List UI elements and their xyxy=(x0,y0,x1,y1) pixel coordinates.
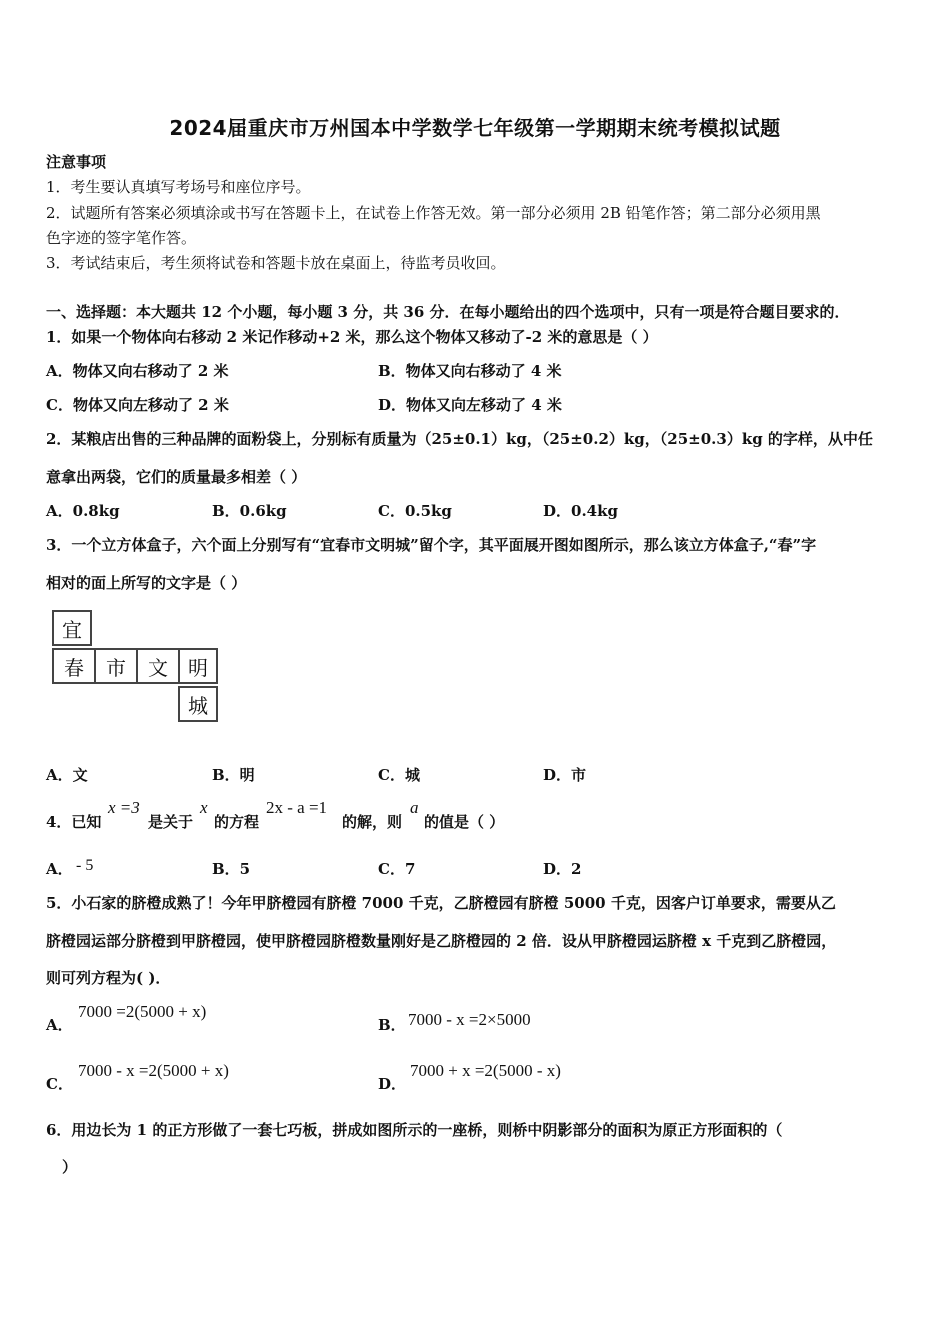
question-4-text: 是关于 xyxy=(148,813,194,831)
question-2-option-c: C．0.5kg xyxy=(378,502,452,520)
question-3-option-a: A．文 xyxy=(46,766,88,784)
question-4-option-b: B．5 xyxy=(212,860,251,878)
question-4-text: 的解，则 xyxy=(342,813,403,831)
question-4-math-x: x xyxy=(200,798,208,817)
question-5-stem-line3: 则可列方程为( )． xyxy=(46,969,171,987)
question-5-stem-line2: 脐橙园运部分脐橙到甲脐橙园，使甲脐橙园脐橙数量刚好是乙脐橙园的 2 倍．设从甲脐橙园运脐橙 x 千克到乙脐橙园， xyxy=(46,932,837,950)
question-2-stem-line2: 意拿出两袋，它们的质量最多相差（ ） xyxy=(46,468,307,486)
question-4-text: 4．已知 xyxy=(46,813,102,831)
net-face-cheng: 城 xyxy=(178,686,218,722)
question-2-stem-line1: 2．某粮店出售的三种品牌的面粉袋上，分别标有质量为（25±0.1）kg，（25±0.2）kg，（25±0.3）kg 的字样，从中任 xyxy=(46,430,873,448)
question-2-option-a: A．0.8kg xyxy=(46,502,120,520)
question-4-option-d: D．2 xyxy=(543,860,582,878)
question-1-option-c: C．物体又向左移动了 2 米 xyxy=(46,396,229,414)
question-4-text: 的值是（ ） xyxy=(424,813,505,831)
question-5-option-b-label: B． xyxy=(378,1016,406,1034)
net-face-chun: 春 xyxy=(52,648,96,684)
question-3-option-c: C．城 xyxy=(378,766,420,784)
question-4-text: 的方程 xyxy=(214,813,260,831)
question-3-stem-line1: 3．一个立方体盒子，六个面上分别写有“宜春市文明城”留个字，其平面展开图如图所示，那么该立方体盒子,“春”字 xyxy=(46,536,817,554)
question-4-option-a-label: A． xyxy=(46,860,73,878)
question-3-option-b: B．明 xyxy=(212,766,255,784)
net-face-ming: 明 xyxy=(178,648,218,684)
question-1-stem: 1．如果一个物体向右移动 2 米记作移动+2 米，那么这个物体又移动了-2 米的意思是（ ） xyxy=(46,328,658,346)
question-5-option-a-label: A． xyxy=(46,1016,73,1034)
question-6-stem-line1: 6．用边长为 1 的正方形做了一套七巧板，拼成如图所示的一座桥，则桥中阴影部分的面积为原正方形面积的（ xyxy=(46,1121,783,1139)
notice-heading: 注意事项 xyxy=(46,153,107,171)
notice-item: 3．考试结束后，考生须将试卷和答题卡放在桌面上，待监考员收回。 xyxy=(46,254,506,272)
question-5-option-c-equation: 7000 - x =2(5000 + x) xyxy=(78,1061,229,1080)
cube-net-figure xyxy=(50,610,220,730)
notice-item: 2．试题所有答案必须填涂或书写在答题卡上，在试卷上作答无效。第一部分必须用 2B 铅笔作答；第二部分必须用黑 xyxy=(46,204,821,222)
question-3-stem-line2: 相对的面上所写的文字是（ ） xyxy=(46,574,247,592)
question-5-option-d-equation: 7000 + x =2(5000 - x) xyxy=(410,1061,561,1080)
question-4-option-c: C．7 xyxy=(378,860,416,878)
question-3-option-d: D．市 xyxy=(543,766,587,784)
question-5-stem-line1: 5．小石家的脐橙成熟了！今年甲脐橙园有脐橙 7000 千克，乙脐橙园有脐橙 5000 千克，因客户订单要求，需要从乙 xyxy=(46,894,836,912)
section-heading: 一、选择题：本大题共 12 个小题，每小题 3 分，共 36 分．在每小题给出的四个选项中，只有一项是符合题目要求的． xyxy=(46,303,850,321)
question-4-math-equation: 2x - a =1 xyxy=(266,798,328,817)
page-title: 2024届重庆市万州国本中学数学七年级第一学期期末统考模拟试题 xyxy=(169,116,781,140)
notice-item: 1．考生要认真填写考场号和座位序号。 xyxy=(46,178,311,196)
question-4-math-x3: x =3 xyxy=(108,798,140,817)
question-5-option-c-label: C． xyxy=(46,1075,73,1093)
question-4-math-a: a xyxy=(410,798,419,817)
notice-item: 色字迹的签字笔作答。 xyxy=(46,229,197,247)
question-2-option-b: B．0.6kg xyxy=(212,502,287,520)
net-face-shi: 市 xyxy=(94,648,138,684)
net-face-wen: 文 xyxy=(136,648,180,684)
question-6-stem-line2: ） xyxy=(62,1158,78,1176)
question-5-option-d-label: D． xyxy=(378,1075,407,1093)
question-1-option-a: A．物体又向右移动了 2 米 xyxy=(46,362,229,380)
question-1-option-d: D．物体又向左移动了 4 米 xyxy=(378,396,562,414)
question-1-option-b: B．物体又向右移动了 4 米 xyxy=(378,362,562,380)
question-5-option-b-equation: 7000 - x =2×5000 xyxy=(408,1010,531,1029)
net-face-yi: 宜 xyxy=(52,610,92,646)
question-5-option-a-equation: 7000 =2(5000 + x) xyxy=(78,1002,207,1021)
question-2-option-d: D．0.4kg xyxy=(543,502,618,520)
question-4-option-a-value: - 5 xyxy=(76,857,94,874)
